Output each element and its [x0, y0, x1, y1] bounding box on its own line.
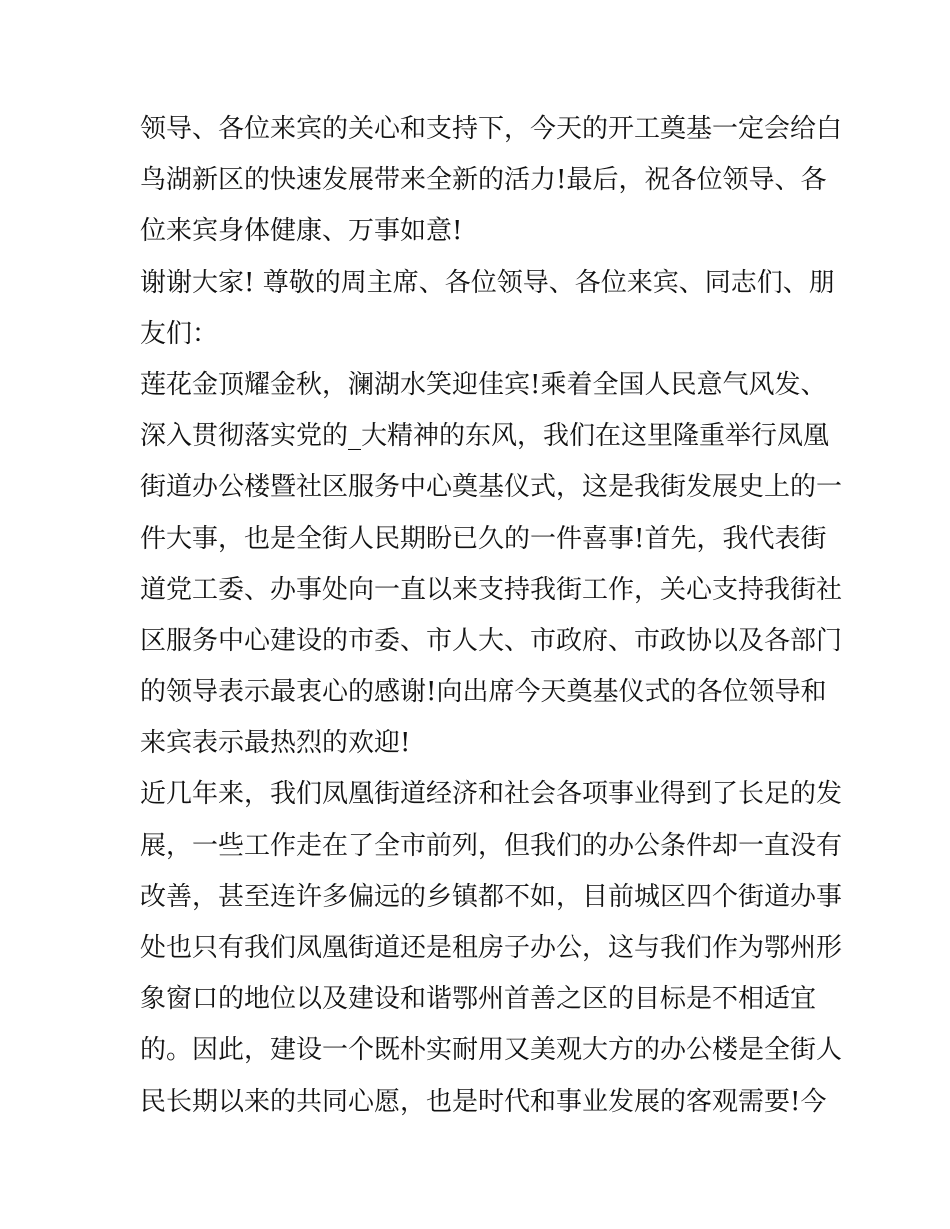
text-line: 近几年来，我们凤凰街道经济和社会各项事业得到了长足的发	[140, 779, 843, 810]
text-line: 民长期以来的共同心愿，也是时代和事业发展的客观需要!今	[140, 1086, 827, 1117]
text-line: 莲花金顶耀金秋，澜湖水笑迎佳宾!乘着全国人民意气风发、	[140, 369, 827, 400]
text-line: 位来宾身体健康、万事如意!	[140, 216, 463, 247]
text-line: 展，一些工作走在了全市前列，但我们的办公条件却一直没有	[140, 830, 843, 861]
text-line: 的。因此，建设一个既朴实耐用又美观大方的办公楼是全街人	[140, 1035, 843, 1066]
text-line: 鸟湖新区的快速发展带来全新的活力!最后，祝各位领导、各	[140, 165, 827, 196]
text-line: 件大事，也是全街人民期盼已久的一件喜事!首先，我代表街	[140, 523, 827, 554]
text-line: 象窗口的地位以及建设和谐鄂州首善之区的目标是不相适宜	[140, 984, 817, 1015]
text-line: 改善，甚至连许多偏远的乡镇都不如，目前城区四个街道办事	[140, 881, 843, 912]
text-line: 街道办公楼暨社区服务中心奠基仪式，这是我街发展史上的一	[140, 472, 843, 503]
text-line: 道党工委、办事处向一直以来支持我街工作，关心支持我街社	[140, 574, 843, 605]
text-line: 友们：	[140, 318, 219, 349]
text-line: 处也只有我们凤凰街道还是租房子办公，这与我们作为鄂州形	[140, 933, 843, 963]
text-line: 深入贯彻落实党的_大精神的东风，我们在这里隆重举行凤凰	[140, 421, 830, 452]
text-line: 区服务中心建设的市委、市人大、市政府、市政协以及各部门	[140, 625, 843, 656]
text-line: 谢谢大家! 尊敬的周主席、各位领导、各位来宾、同志们、朋	[140, 267, 835, 298]
text-line: 来宾表示最热烈的欢迎!	[140, 728, 411, 759]
text-line: 的领导表示最衷心的感谢!向出席今天奠基仪式的各位领导和	[140, 677, 827, 708]
text-line: 领导、各位来宾的关心和支持下，今天的开工奠基一定会给白	[140, 114, 843, 144]
document-body	[140, 104, 843, 1128]
